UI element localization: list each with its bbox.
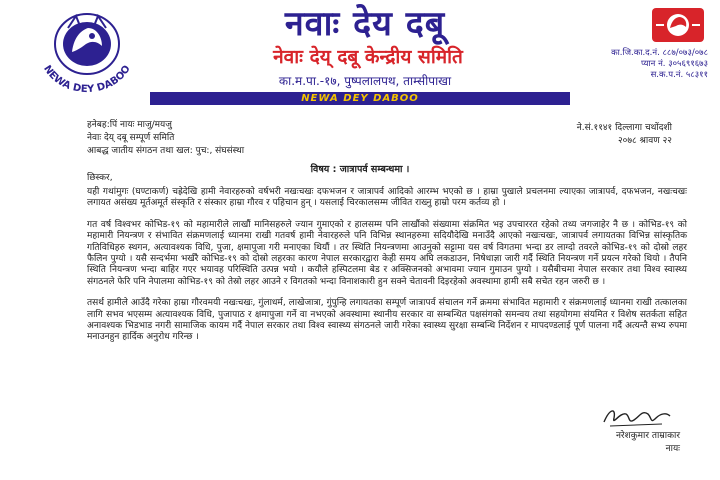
banner-text: NEWA DEY DABOO [301,93,419,104]
body-paragraph: यही गथांमुगः (घण्टाकर्ण) चह्रेदेखि हामी नेवारहरुको वर्षभरी नखःचखः दफभजन र जात्रापर्व आदिको आरम्भ भएको छ । हाम्रा पुखाले प्रचलनमा ल्याएका जात्रापर्व, दफभजन, नखःचखः लगायत असंख्य मूर्तअमूर्त संस्कृति र संस्कार हाम्रा गौरव र पहिचान हुन् । यसलाई चिरकालसम्म जीवित राख्नु हाम्रो परम कर्तव्य हो । [87,187,687,209]
date-bikram-sambat: २०७८ श्रावण २२ [617,136,672,146]
emblem-icon [650,6,706,44]
signer-name: नरेशकुमार ताम्राकार [615,431,680,441]
registration-line: प्यान नं. ३०५६९१६७३ [640,59,708,69]
signer-title: नायः [665,444,680,454]
recipient-block [87,119,244,158]
org-title-script: नवाः देय दबू [284,4,446,44]
logo-text: NEWA DEY DABOO [41,63,133,94]
body-paragraph: गत वर्ष विश्वभर कोभिड-१९ को महामारीले लाखौं मानिसहरुले ज्यान गुमाएको र हालसम्म पनि लाखौंको संख्यामा संक्रमित भइ उपचाररत रहेको तथ्य जगजाहेर नै छ । कोभिड-१९ को महामारी नियन्त्रण र संभावित संक्रमणलाई ध्यानमा राखी गतवर्ष हामी नेवारहरुले पनि विभिन्न स्थानहरुमा सदियौदेखि मनाउँदै आएको नखःचखः, जात्रापर्व लगायतका विभिन्न सांस्कृतिक गतिविधिहरु स्थगन, अत्यावश्यक विधि, पुजा, क्षमापुजा गरी मनाएका थियौं । तर स्थिति नियन्त्रणमा आउनुको सट्टामा यस वर्ष विगतमा भन्दा डर लाग्दो तवरले कोभिड-१९ को दोस्रो लहर फैलिन पुग्यो । यसै सन्दर्भमा भर्खरै कोभिड-१९ को दोस्रो लहरका कारण नेपाल सरकारद्वारा केही समय अघि लकडाउन, निषेधाज्ञा जारी गर्दै स्थिति नियन्त्रण गर्ने प्रयत्न गरेको थियो । तैपनि स्थिति नियन्त्रण भन्दा बाहिर गएर भयावह परिस्थिति उत्पन्न भयो । कयौले हस्पिटलमा बेड र अक्सिजनको अभावमा ज्यान गुमाउन पुग्यो । यसैबीचमा नेपाल सरकार तथा विश्व स्वास्थ्य संगठनले फेरि पनि नेपालमा कोभिड-१९ को तेस्रो लहर आउने र विगतको भन्दा विनाशकारी हुन सक्ने चेतावनी दिइरहेको अवस्थामा हामी सबै सचेत रहन जरुरी छ । [87,219,687,287]
letter-subject: विषय : जात्रापर्व सम्बन्धमा । [310,164,410,175]
letterhead [0,0,720,106]
date-nepal-sambat: ने.सं.११४१ दिल्लागा चथोंदशी [576,123,672,133]
signer-block [520,430,680,456]
newa-dey-daboo-logo-icon [28,6,146,94]
registration-line: स.क.प.नं. ५८३११ [650,70,708,80]
recipient-line: हनेबह:पिं नायः माजु/मयजु [87,120,172,130]
org-banner [150,92,570,105]
recipient-line: आबद्ध जातीय संगठन तथा खल: पुच:, संघसंस्था [87,146,245,156]
registration-line: का.जि.का.द.नं. ८८७/०७३/०७८ [611,48,708,58]
org-address: का.म.पा.-१७, पुष्पलालपथ, ताम्सीपाखा [278,74,452,88]
letter-greeting: छिस्कर, [87,173,113,183]
recipient-line: नेवाः देय् दबू सम्पूर्ण समिति [87,133,175,143]
body-paragraph: तसर्थ हामीले आउँदै गरेका हाम्रा गौरवमयी नखःचखः, गुंलाधर्म, लाखेजात्रा, गुंपुन्हि लगायतका सम्पूर्ण जात्रापर्व संचालन गर्ने क्रममा संभावित महामारी र संक्रमणलाई ध्यानमा राखी तत्कालका लागि सभव भएसम्म अत्यावश्यक विधि, पुजापाठ र क्षमापुजा गर्ने वा नभएको अवस्थामा स्थानीय सरकार वा सम्बन्धित पक्षसंगको समन्वय तथा सहयोगमा संयमित र विशेष सतर्कता सहित अनावश्यक भिडभाड नगरी सामाजिक कायम गर्दै नेपाल सरकार तथा विश्व स्वास्थ्य संगठनले जारी गरेका स्वास्थ्य सुरक्षा सम्बन्धि निर्देशन र मापदण्डलाई पूर्ण पालना गर्दै अत्यन्तै सभ्य रुपमा मनाउनहुन हार्दिक अनुरोध गरिन्छ । [87,298,687,343]
registration-info [558,48,708,81]
handwritten-signature-icon [600,404,680,430]
date-block [472,122,672,148]
letter-body [87,187,687,354]
org-title: नेवाः देय् दबू केन्द्रीय समिति [273,46,463,68]
